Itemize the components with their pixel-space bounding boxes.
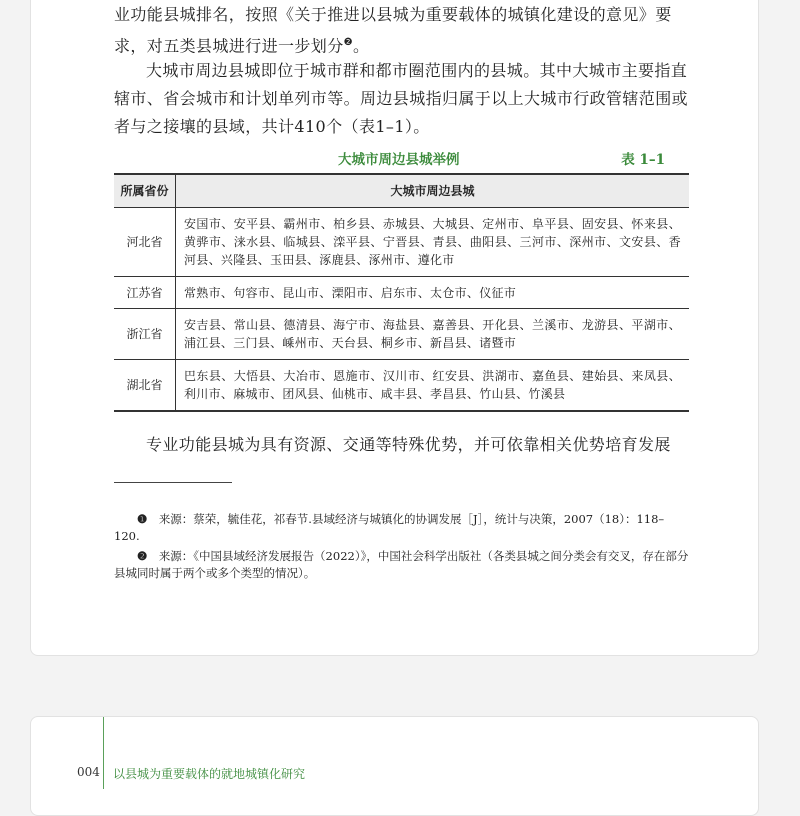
footnote-2 [114,548,689,582]
body-paragraph-1 [114,1,689,60]
province-cell: 浙江省 [114,309,176,360]
footnote-marker-2: ❷ [137,549,148,563]
table-caption [114,148,689,168]
footnote-divider [114,482,232,483]
county-table [114,173,689,412]
body-paragraph-2: 大城市周边县城即位于城市群和都市圈范围内的县城。其中大城市主要指直辖市、省会城市和计划单列市等。周边县城指归属于以上大城市行政管辖范围或者与之接壤的县域，共计410个（表1–1）。 [114,61,689,136]
footer-divider [103,717,104,789]
header-province: 所属省份 [114,174,176,208]
cities-cell: 安吉县、常山县、德清县、海宁市、海盐县、嘉善县、开化县、兰溪市、龙游县、平湖市、浦江县、三门县、嵊州市、天台县、桐乡市、新昌县、诸暨市 [176,309,690,360]
table-row [114,277,689,309]
table-title: 大城市周边县城举例 [338,152,460,168]
footnote-text-2: 来源：《中国县域经济发展报告（2022）》，中国社会科学出版社（各类县城之间分类会有交叉，存在部分县城同时属于两个或多个类型的情况）。 [114,549,689,580]
cities-cell: 安国市、安平县、霸州市、柏乡县、赤城县、大城县、定州市、阜平县、固安县、怀来县、黄骅市、涞水县、临城县、滦平县、宁晋县、青县、曲阳县、三河市、深州市、文安县、香河县、兴隆县、玉田县、涿鹿县、涿州市、遵化市 [176,208,690,277]
footnote-ref-2[interactable]: ❷ [343,37,353,48]
running-title: 以县城为重要载体的就地城镇化研究 [113,767,306,781]
page-sheet [30,0,759,656]
table-row [114,360,689,411]
body-paragraph-3: 专业功能县城为具有资源、交通等特殊优势，并可依靠相关优势培育发展 [146,435,671,454]
footnote-1 [114,511,689,545]
table-header-row [114,174,689,208]
page-number: 004 [77,765,100,779]
table-number: 表 1–1 [621,152,665,168]
province-cell: 河北省 [114,208,176,277]
cities-cell: 巴东县、大悟县、大冶市、恩施市、汉川市、红安县、洪湖市、嘉鱼县、建始县、来凤县、利川市、麻城市、团风县、仙桃市、咸丰县、孝昌县、竹山县、竹溪县 [176,360,690,411]
next-page-sheet [30,716,759,816]
table-row [114,208,689,277]
table-row [114,309,689,360]
footnote-marker-1: ❶ [137,512,148,526]
header-cities: 大城市周边县城 [176,174,690,208]
footnote-text-1: 来源：蔡荣，毓佳花，祁春节.县域经济与城镇化的协调发展［J］，统计与决策，2007（18）：118–120. [114,512,665,543]
province-cell: 江苏省 [114,277,176,309]
province-cell: 湖北省 [114,360,176,411]
cities-cell: 常熟市、句容市、昆山市、溧阳市、启东市、太仓市、仪征市 [176,277,690,309]
body-paragraph-1-tail: 。 [352,36,370,56]
body-paragraph-1-text: 业功能县城排名，按照《关于推进以县城为重要载体的城镇化建设的意见》要求，对五类县城进行进一步划分 [114,5,672,56]
